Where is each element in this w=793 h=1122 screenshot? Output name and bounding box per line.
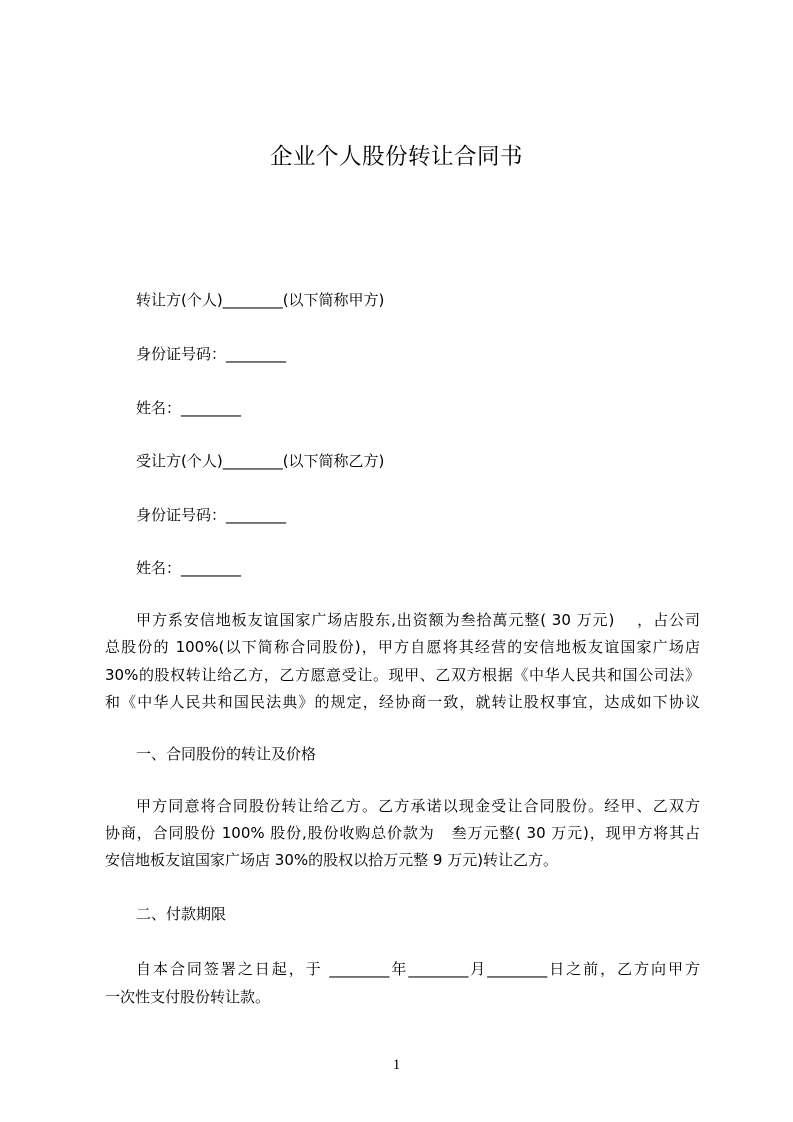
section1-line: 甲方同意将合同股份转让给乙方。乙方承诺以现金受让合同股份。经甲、乙双方 [136, 797, 700, 815]
transferee-id-line: 身份证号码：________ [136, 506, 287, 524]
section2-line: 自本合同签署之日起，于 ________年________月________日之前，乙方向甲方 [136, 960, 700, 978]
transferor-line: 转让方(个人)________(以下简称甲方) [136, 291, 385, 309]
transferor-name-block [105, 395, 700, 422]
section1-heading-block [105, 741, 700, 768]
transferor-name-line: 姓名：________ [136, 399, 242, 417]
section1-heading: 一、合同股份的转让及价格 [136, 745, 317, 763]
transferor-id-line: 身份证号码：________ [136, 345, 287, 363]
section2-heading: 二、付款期限 [136, 905, 227, 923]
intro-line: 甲方系安信地板友谊国家广场店股东,出资额为叁拾萬元整( 30 万元) ，占公司 [136, 611, 700, 629]
section1-line: 安信地板友谊国家广场店 30%的股权以拾万元整 9 万元)转让乙方。 [105, 851, 559, 869]
intro-line: 总股份的 100%(以下简称合同股份)，甲方自愿将其经营的安信地板友谊国家广场店 [105, 638, 700, 657]
transferor-block [105, 287, 700, 314]
transferor-id-block [105, 341, 700, 368]
transferee-id-block [105, 502, 700, 529]
section2-line: 一次性支付股份转让款。 [105, 988, 271, 1006]
section2-paragraph [105, 955, 700, 1011]
intro-paragraph [105, 607, 700, 716]
transferee-line: 受让方(个人)________(以下简称乙方) [136, 452, 385, 470]
transferee-block [105, 448, 700, 475]
intro-line: 30%的股权转让给乙方，乙方愿意受让。现甲、乙双方根据《中华人民共和国公司法》 [105, 665, 700, 684]
transferee-name-line: 姓名：________ [136, 559, 242, 577]
section1-line: 协商，合同股份 100% 股份,股份收购总价款为 叁万元整( 30 万元)，现甲方将其占 [105, 824, 700, 842]
section1-paragraph [105, 793, 700, 874]
transferee-name-block [105, 555, 700, 582]
page-number: 1 [392, 1057, 401, 1073]
intro-line: 和《中华人民共和国民法典》的规定，经协商一致，就转让股权事宜，达成如下协议 [105, 692, 700, 711]
section2-heading-block [105, 901, 700, 928]
document-title: 企业个人股份转让合同书 [269, 144, 523, 170]
